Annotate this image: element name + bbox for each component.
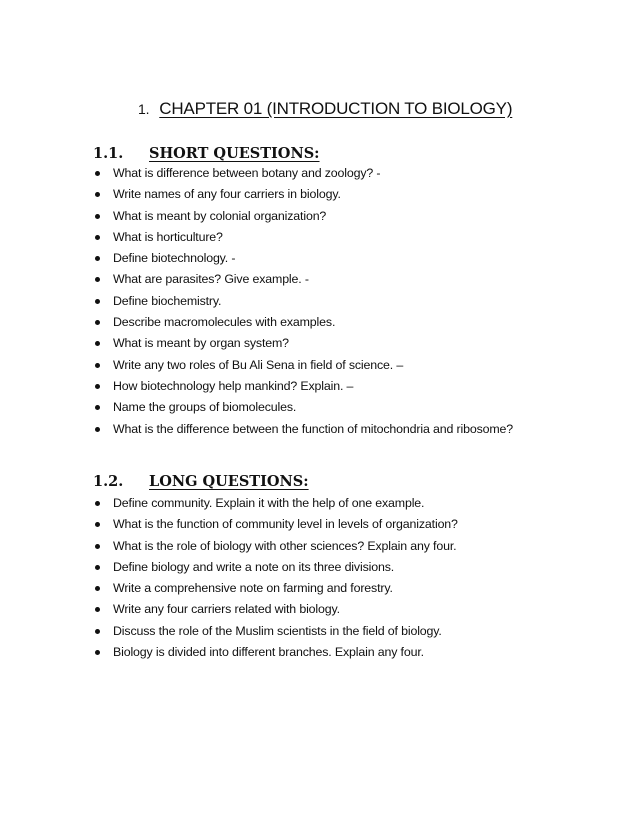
list-item: Write a comprehensive note on farming and forestry.: [93, 578, 533, 599]
bullet-icon: [95, 363, 100, 368]
list-item: Write names of any four carriers in biology.: [93, 184, 533, 205]
bullet-icon: [95, 405, 100, 410]
bullet-icon: [95, 501, 100, 506]
bullet-icon: [95, 650, 100, 655]
list-item: What is meant by colonial organization?: [93, 206, 533, 227]
list-item: Write any two roles of Bu Ali Sena in field of science. –: [93, 355, 533, 376]
bullet-icon: [95, 171, 100, 176]
long-questions-list: [93, 493, 533, 663]
list-item: Name the groups of biomolecules.: [93, 397, 533, 418]
bullet-icon: [95, 341, 100, 346]
long-section-title: LONG QUESTIONS:: [149, 473, 309, 490]
list-item: Define community. Explain it with the help of one example.: [93, 493, 533, 514]
long-section-number: 1.2.: [93, 473, 124, 490]
list-item: Describe macromolecules with examples.: [93, 312, 533, 333]
long-questions-heading: [93, 473, 309, 490]
list-item: How biotechnology help mankind? Explain. –: [93, 376, 533, 397]
bullet-icon: [95, 235, 100, 240]
bullet-icon: [95, 544, 100, 549]
list-item: Define biochemistry.: [93, 291, 533, 312]
chapter-title-text: CHAPTER 01 (INTRODUCTION TO BIOLOGY): [159, 99, 513, 118]
short-questions-heading: [93, 145, 320, 162]
list-item: Biology is divided into different branches. Explain any four.: [93, 642, 533, 663]
list-item: What are parasites? Give example. -: [93, 269, 533, 290]
bullet-icon: [95, 256, 100, 261]
bullet-icon: [95, 607, 100, 612]
chapter-number: 1.: [138, 101, 150, 117]
list-item: Define biotechnology. -: [93, 248, 533, 269]
short-section-title: SHORT QUESTIONS:: [149, 145, 320, 162]
short-questions-list: [93, 163, 533, 440]
bullet-icon: [95, 565, 100, 570]
bullet-icon: [95, 214, 100, 219]
list-item: Discuss the role of the Muslim scientists in the field of biology.: [93, 621, 533, 642]
list-item: What is horticulture?: [93, 227, 533, 248]
short-section-number: 1.1.: [93, 145, 124, 162]
bullet-icon: [95, 192, 100, 197]
bullet-icon: [95, 277, 100, 282]
list-item: What is the function of community level in levels of organization?: [93, 514, 533, 535]
bullet-icon: [95, 320, 100, 325]
list-item: What is the role of biology with other sciences? Explain any four.: [93, 536, 533, 557]
list-item: What is difference between botany and zoology? -: [93, 163, 533, 184]
list-item: Write any four carriers related with biology.: [93, 599, 533, 620]
list-item: What is meant by organ system?: [93, 333, 533, 354]
bullet-icon: [95, 384, 100, 389]
list-item: Define biology and write a note on its three divisions.: [93, 557, 533, 578]
bullet-icon: [95, 522, 100, 527]
bullet-icon: [95, 586, 100, 591]
bullet-icon: [95, 427, 100, 432]
list-item: What is the difference between the function of mitochondria and ribosome?: [93, 419, 533, 440]
bullet-icon: [95, 629, 100, 634]
chapter-title: [138, 99, 512, 119]
bullet-icon: [95, 299, 100, 304]
